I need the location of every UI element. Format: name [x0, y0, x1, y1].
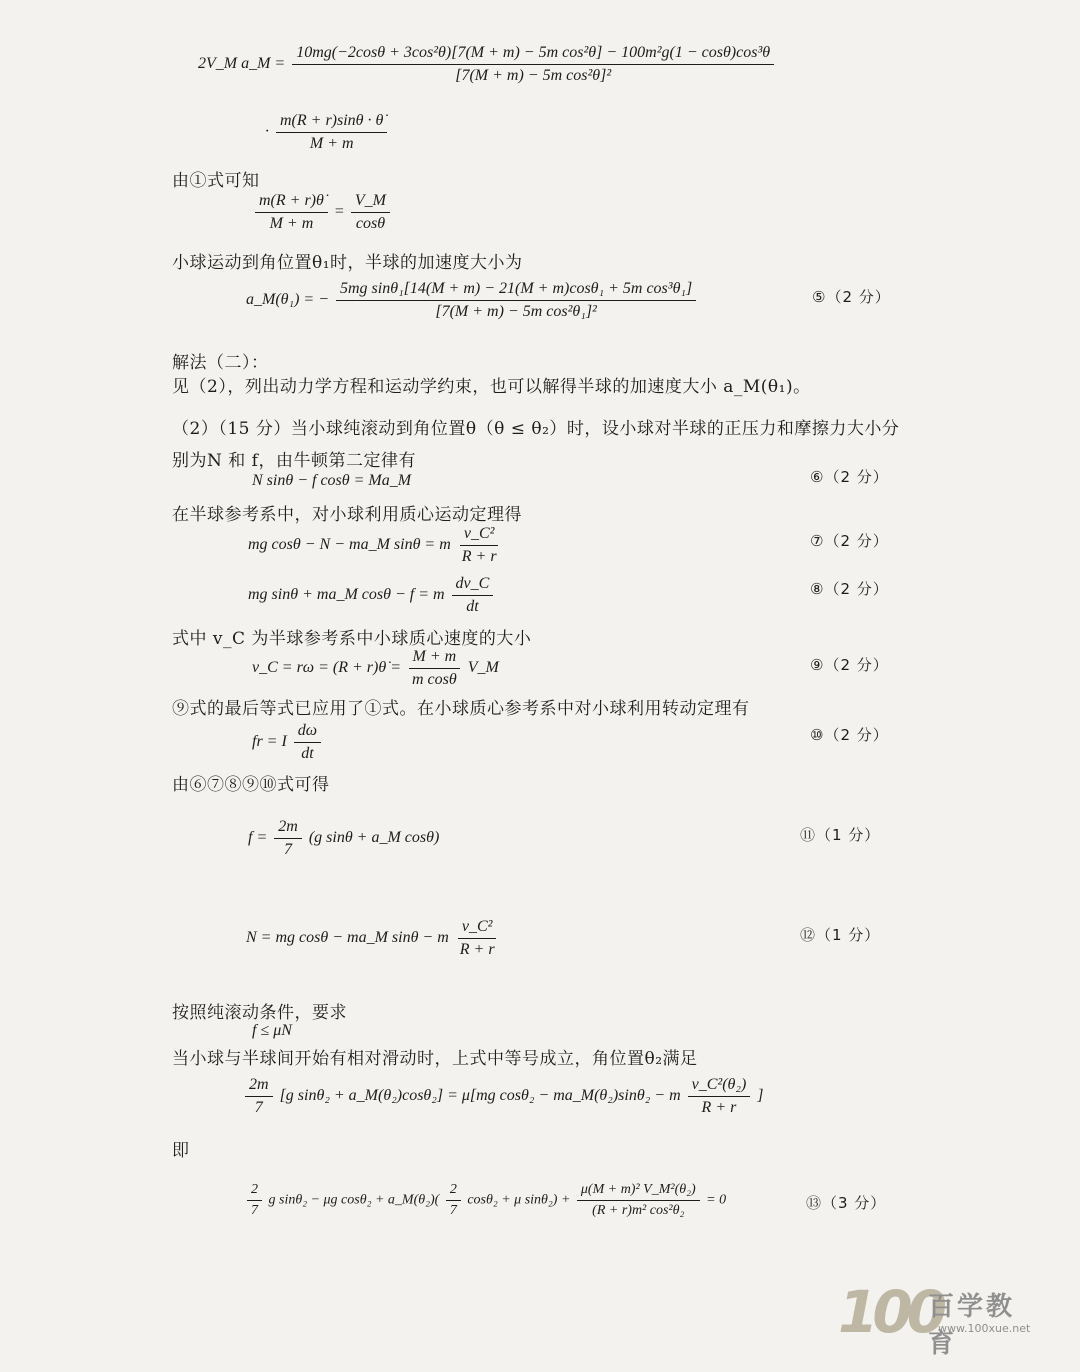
text-from1: 由①式可知: [172, 171, 260, 191]
eq-9-lhs: v_C = rω = (R + r)θ̇ =: [252, 659, 401, 677]
score-mark-8: ⑧（2 分）: [810, 580, 889, 598]
eq-8-den: dt: [466, 598, 479, 615]
eq-11-den: 7: [284, 841, 293, 858]
eq-13-n1: 2: [247, 1182, 262, 1201]
eq-8-lhs: mg sinθ + ma_M cosθ − f = m: [248, 586, 445, 604]
eq-10-lhs: fr = I: [252, 733, 287, 751]
eq-13-end: = 0: [706, 1192, 727, 1208]
text-from-all: 由⑥⑦⑧⑨⑩式可得: [172, 775, 330, 795]
text-part2-a: （2）（15 分）当小球纯滚动到角位置θ（θ ≤ θ₂）时，设小球对半球的正压力和摩擦力大小分: [172, 419, 900, 439]
eq-13-a: g sinθ₂ − μg cosθ₂ + a_M(θ₂)(: [268, 1192, 440, 1208]
eq-13: [244, 1182, 726, 1219]
eq-ratio-num: m(R + r)θ̇: [255, 192, 328, 213]
eq-13-d2: 7: [449, 1203, 457, 1218]
eq-13-b: cosθ₂ + μ sinθ₂) +: [467, 1192, 571, 1208]
eq-top-num-b: − 100m²g(1 − cosθ)cos³θ: [602, 44, 771, 61]
eq-top-num-a: 10mg(−2cosθ + 3cos²θ)[7(M + m) − 5m cos²θ]: [296, 44, 603, 61]
eq-13-fnum: μ(M + m)² V_M²(θ₂): [577, 1182, 700, 1201]
text-condition: 按照纯滚动条件，要求: [172, 1003, 347, 1023]
eq-ratio-rnum: V_M: [351, 192, 390, 213]
eq-ratio: $\frac{m(R + r)\thetȧ}{M + m}$ = $\frac{V\_M}{\cos\theta}$: [252, 192, 393, 233]
eq-top-den: [7(M + m) − 5m cos²θ]²: [455, 67, 612, 84]
eq-12-num: v_C²: [458, 918, 497, 939]
eq-top-factor-den: M + m: [309, 135, 354, 152]
eq-5-lhs: a_M(θ₁) = −: [246, 291, 329, 309]
eq-8: [248, 575, 496, 616]
score-mark-11: ⑪（1 分）: [800, 826, 881, 844]
eq-slide-fnum: v_C²(θ₂): [688, 1076, 751, 1097]
eq-7-den: R + r: [461, 548, 497, 565]
text-sliding: 当小球与半球间开始有相对滑动时，上式中等号成立，角位置θ₂满足: [172, 1049, 698, 1069]
text-ji: 即: [172, 1141, 190, 1161]
text-see2: 见（2），列出动力学方程和运动学约束，也可以解得半球的加速度大小 a_M(θ₁)。: [172, 377, 811, 397]
logo-number: 100: [838, 1278, 942, 1346]
eq-6: N sinθ − f cosθ = Ma_M: [252, 472, 412, 489]
eq-10-num: dω: [294, 722, 321, 743]
score-mark-12: ⑫（1 分）: [800, 926, 881, 944]
score-mark-13: ⑬（3 分）: [806, 1194, 887, 1212]
text-vc-definition: 式中 v_C 为半球参考系中小球质心速度的大小: [172, 629, 532, 649]
eq-8-num: dv_C: [452, 575, 494, 596]
eq-top: [198, 44, 777, 85]
eq-11-num: 2m: [274, 818, 302, 839]
eq-10: [252, 722, 324, 763]
eq-9-num: M + m: [409, 648, 461, 669]
eq-slide-fden: R + r: [701, 1099, 737, 1116]
eq-12-lhs: N = mg cosθ − ma_M sinθ − m: [246, 929, 449, 947]
eq-top-factor-num: m(R + r)sinθ · θ̇: [276, 112, 387, 133]
eq-11-lhs: f =: [248, 829, 268, 847]
eq-10-den: dt: [301, 745, 314, 762]
eq-9-tail: V_M: [467, 659, 499, 677]
score-mark-7: ⑦（2 分）: [810, 532, 889, 550]
score-mark-6: ⑥（2 分）: [810, 468, 889, 486]
eq-13-fden: (R + r)m² cos²θ₂: [592, 1203, 685, 1218]
eq-13-n2: 2: [446, 1182, 461, 1201]
eq-7: [248, 525, 504, 566]
eq-9: [252, 648, 499, 689]
eq-top-fraction: [292, 44, 774, 85]
eq-12: [246, 918, 502, 959]
eq-slide-mid: [g sinθ₂ + a_M(θ₂)cosθ₂] = μ[mg cosθ₂ − ma_M(θ₂)sinθ₂ − m: [279, 1087, 681, 1105]
eq-ratio-den: M + m: [269, 215, 314, 232]
watermark-logo: [838, 1278, 1038, 1359]
eq-5-den: [7(M + m) − 5m cos²θ₁]²: [435, 303, 597, 320]
score-mark-9: ⑨（2 分）: [810, 656, 889, 674]
eq-11: [248, 818, 439, 859]
eq-11-tail: (g sinθ + a_M cosθ): [308, 829, 440, 847]
text-ball-position: 小球运动到角位置θ₁时，半球的加速度大小为: [172, 253, 523, 273]
eq-top-lhs: 2V_M a_M =: [198, 55, 286, 73]
eq-13-d1: 7: [251, 1203, 258, 1218]
eq-5: [246, 280, 699, 321]
eq-5-num: 5mg sinθ₁[14(M + m) − 21(M + m)cosθ₁ + 5m cos³θ₁]: [336, 280, 696, 301]
eq-slide-end: ]: [757, 1087, 764, 1105]
eq-7-num: v_C²: [460, 525, 499, 546]
eq-slide: [242, 1076, 764, 1117]
score-mark-5: ⑤（2 分）: [812, 288, 891, 306]
eq-9-den: m cosθ: [412, 671, 457, 688]
eq-slide-num: 2m: [245, 1076, 273, 1097]
score-mark-10: ⑩（2 分）: [810, 726, 889, 744]
logo-name: 百学教育: [928, 1292, 1016, 1359]
text-rotation: ⑨式的最后等式已应用了①式。在小球质心参考系中对小球利用转动定理有: [172, 699, 750, 719]
text-method2: 解法（二）：: [172, 353, 269, 373]
eq-top-factor: · $\frac{m(R + r)\sin\theta \cdot \thetȧ}{M + m}$: [265, 112, 390, 153]
text-part2-b: 别为N 和 f，由牛顿第二定律有: [172, 451, 416, 471]
eq-ratio-rden: cosθ: [355, 215, 386, 232]
eq-inequality: f ≤ μN: [252, 1022, 292, 1039]
text-frame: 在半球参考系中，对小球利用质心运动定理得: [172, 505, 522, 525]
eq-slide-den: 7: [254, 1099, 263, 1116]
eq-12-den: R + r: [459, 941, 495, 958]
logo-url: www.100xue.net: [938, 1322, 1031, 1335]
eq-7-lhs: mg cosθ − N − ma_M sinθ = m: [248, 536, 451, 554]
